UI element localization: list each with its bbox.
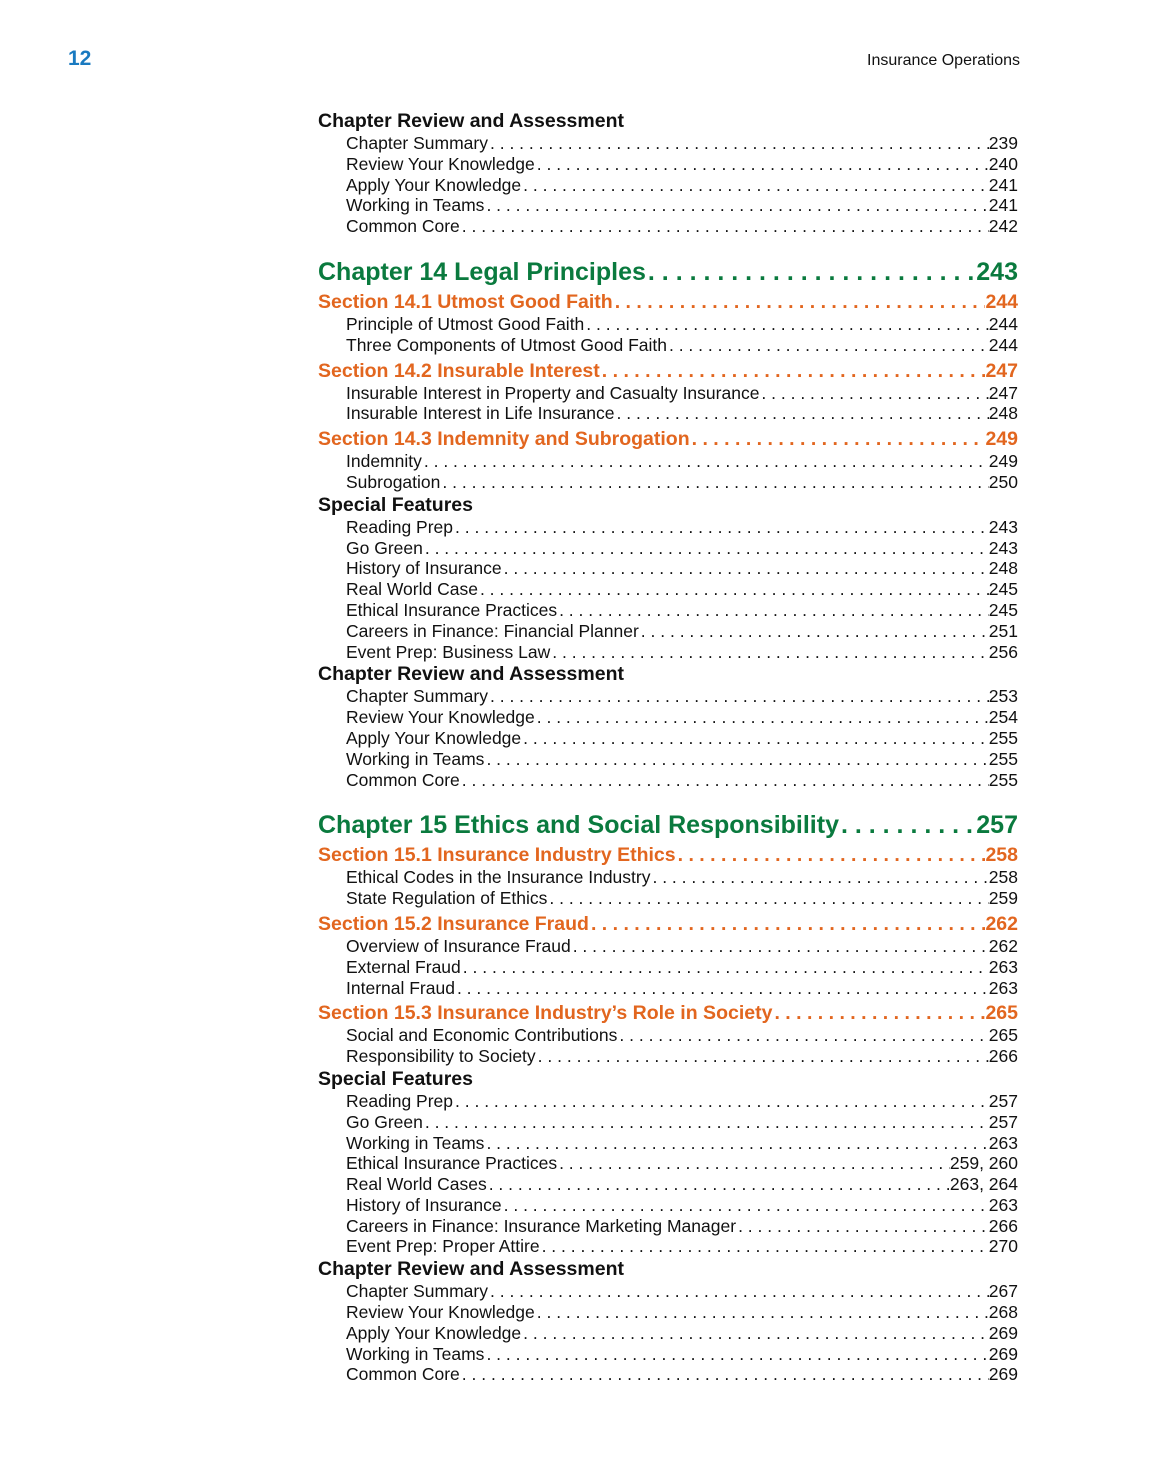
toc-page-number: 243 xyxy=(976,257,1018,286)
toc-entry-label: Indemnity xyxy=(346,451,422,472)
toc-heading-label: Special Features xyxy=(318,493,473,516)
toc-page-number: 244 xyxy=(988,334,1018,355)
dot-leader xyxy=(772,1002,985,1025)
dot-leader xyxy=(667,335,989,356)
toc-entry-label: Apply Your Knowledge xyxy=(346,727,522,748)
dot-leader xyxy=(478,579,989,600)
toc-page-number: 269 xyxy=(988,1364,1018,1385)
toc-section-label: Section 14.1 Utmost Good Faith xyxy=(318,290,613,313)
dot-leader xyxy=(460,770,989,791)
toc-section[interactable] xyxy=(318,428,1018,451)
dot-leader xyxy=(839,810,976,840)
toc-entry-label: Ethical Insurance Practices xyxy=(346,599,558,620)
toc-page-number: 243 xyxy=(988,516,1018,537)
toc-page-number: 262 xyxy=(985,912,1018,935)
toc-entry[interactable] xyxy=(318,195,1018,216)
dot-leader xyxy=(502,558,989,579)
dot-leader xyxy=(487,1174,950,1195)
toc-page-number: 244 xyxy=(985,290,1018,313)
dot-leader xyxy=(521,728,989,749)
dot-leader xyxy=(461,957,989,978)
dot-leader xyxy=(453,517,989,538)
toc-chapter-label: Chapter 15 Ethics and Social Responsibility xyxy=(318,811,839,840)
dot-leader xyxy=(484,1133,988,1154)
toc-entry-label: Ethical Codes in the Insurance Industry xyxy=(346,867,651,888)
toc-section-label: Section 15.3 Insurance Industry’s Role in Society xyxy=(318,1002,773,1025)
toc-entry-label: Internal Fraud xyxy=(346,977,455,998)
toc-page-number: 267 xyxy=(988,1281,1018,1302)
toc-page-number: 263 xyxy=(988,1194,1018,1215)
toc-page-number: 249 xyxy=(988,451,1018,472)
toc-page-number: 265 xyxy=(985,1002,1018,1025)
toc-entry[interactable] xyxy=(318,978,1018,999)
toc-section[interactable] xyxy=(318,291,1018,314)
toc-page-number: 263 xyxy=(988,956,1018,977)
dot-leader xyxy=(547,888,988,909)
toc-entry-label: Careers in Finance: Insurance Marketing Manager xyxy=(346,1215,737,1236)
toc-entry[interactable] xyxy=(318,472,1018,493)
toc-entry[interactable] xyxy=(318,216,1018,237)
toc-section-label: Section 15.2 Insurance Fraud xyxy=(318,912,589,935)
toc-entry[interactable] xyxy=(318,335,1018,356)
toc-page-number: 248 xyxy=(988,558,1018,579)
toc-page-number: 257 xyxy=(976,811,1018,840)
toc-entry-label: History of Insurance xyxy=(346,558,502,579)
toc-page-number: 258 xyxy=(985,844,1018,867)
toc-entry[interactable] xyxy=(318,1091,1018,1112)
toc-entry[interactable] xyxy=(318,1216,1018,1237)
toc-entry[interactable] xyxy=(318,133,1018,154)
toc-heading xyxy=(318,1068,1018,1091)
toc-heading-label: Chapter Review and Assessment xyxy=(318,1258,624,1281)
dot-leader xyxy=(639,621,989,642)
toc-entry[interactable] xyxy=(318,538,1018,559)
toc-entry-label: Review Your Knowledge xyxy=(346,153,535,174)
toc-page-number: 266 xyxy=(988,1046,1018,1067)
dot-leader xyxy=(589,913,986,936)
toc-entry-label: Real World Case xyxy=(346,579,478,600)
toc-entry-label: History of Insurance xyxy=(346,1194,502,1215)
toc-entry-label: Insurable Interest in Property and Casualty Insurance xyxy=(346,382,760,403)
dot-leader xyxy=(676,844,986,867)
dot-leader xyxy=(455,978,989,999)
toc-entry-label: Ethical Insurance Practices xyxy=(346,1153,558,1174)
toc-page-number: 256 xyxy=(988,641,1018,662)
toc-entry-label: Principle of Utmost Good Faith xyxy=(346,313,585,334)
toc-page-number: 269 xyxy=(988,1343,1018,1364)
toc-entry[interactable] xyxy=(318,517,1018,538)
toc-entry-label: Common Core xyxy=(346,769,460,790)
toc-page-number: 268 xyxy=(988,1302,1018,1323)
dot-leader xyxy=(484,749,988,770)
toc-entry[interactable] xyxy=(318,749,1018,770)
toc-entry[interactable] xyxy=(318,1236,1018,1257)
toc-page-number: 247 xyxy=(985,359,1018,382)
toc-page-number: 258 xyxy=(988,867,1018,888)
toc-entry[interactable] xyxy=(318,1153,1018,1174)
toc-section-label: Section 15.1 Insurance Industry Ethics xyxy=(318,844,676,867)
toc-page-number: 239 xyxy=(988,133,1018,153)
toc-section[interactable] xyxy=(318,360,1018,383)
toc-entry-label: Apply Your Knowledge xyxy=(346,1322,522,1343)
dot-leader xyxy=(521,1323,989,1344)
toc-page-number: 242 xyxy=(988,216,1018,237)
toc-entry-label: Working in Teams xyxy=(346,1343,485,1364)
dot-leader xyxy=(550,642,989,663)
toc-entry-label: Chapter Summary xyxy=(346,133,488,153)
toc-entry[interactable] xyxy=(318,314,1018,335)
toc-section[interactable] xyxy=(318,844,1018,867)
toc-entry[interactable] xyxy=(318,1323,1018,1344)
toc-entry-label: Chapter Summary xyxy=(346,1281,488,1302)
toc-section[interactable] xyxy=(318,913,1018,936)
toc-page-number: 262 xyxy=(988,935,1018,956)
toc-page-number: 247 xyxy=(988,382,1018,403)
dot-leader xyxy=(615,403,989,424)
toc-entry[interactable] xyxy=(318,686,1018,707)
toc-entry[interactable] xyxy=(318,403,1018,424)
toc-entry[interactable] xyxy=(318,1133,1018,1154)
dot-leader xyxy=(535,707,989,728)
toc-entry[interactable] xyxy=(318,936,1018,957)
toc-entry-label: Review Your Knowledge xyxy=(346,707,535,728)
toc-entry-label: State Regulation of Ethics xyxy=(346,888,548,909)
toc-entry-label: Reading Prep xyxy=(346,1090,454,1111)
running-head: Insurance Operations xyxy=(867,52,1020,69)
toc-heading-label: Chapter Review and Assessment xyxy=(318,110,624,132)
toc-entry-label: Working in Teams xyxy=(346,1132,485,1153)
toc-page-number: 245 xyxy=(988,579,1018,600)
toc-page-number: 255 xyxy=(988,769,1018,790)
toc-entry[interactable] xyxy=(318,1174,1018,1195)
toc-entry[interactable] xyxy=(318,867,1018,888)
toc-entry-label: Common Core xyxy=(346,216,460,237)
toc-page-number: 249 xyxy=(985,428,1018,451)
toc-entry[interactable] xyxy=(318,579,1018,600)
dot-leader xyxy=(502,1195,989,1216)
toc-entry-label: External Fraud xyxy=(346,956,461,977)
toc-page-number: 257 xyxy=(988,1111,1018,1132)
toc-entry[interactable] xyxy=(318,383,1018,404)
dot-leader xyxy=(521,175,989,196)
dot-leader xyxy=(690,428,986,451)
dot-leader xyxy=(650,867,988,888)
toc-entry[interactable] xyxy=(318,1281,1018,1302)
page-number: 12 xyxy=(68,47,92,70)
toc-entry-label: Social and Economic Contributions xyxy=(346,1025,618,1046)
toc-entry[interactable] xyxy=(318,770,1018,791)
dot-leader xyxy=(460,1364,989,1385)
toc-entry[interactable] xyxy=(318,1364,1018,1385)
toc-chapter-label: Chapter 14 Legal Principles xyxy=(318,257,646,286)
dot-leader xyxy=(440,472,988,493)
toc-page-number: 270 xyxy=(988,1236,1018,1257)
toc-entry[interactable] xyxy=(318,1195,1018,1216)
toc-page-number: 255 xyxy=(988,748,1018,769)
dot-leader xyxy=(617,1025,988,1046)
dot-leader xyxy=(488,686,989,707)
toc-page-number: 250 xyxy=(988,471,1018,492)
toc-entry-label: Review Your Knowledge xyxy=(346,1302,535,1323)
dot-leader xyxy=(571,936,989,957)
toc-entry[interactable] xyxy=(318,1302,1018,1323)
toc-page-number: 254 xyxy=(988,707,1018,728)
dot-leader xyxy=(557,1153,950,1174)
dot-leader xyxy=(540,1236,989,1257)
toc-entry[interactable] xyxy=(318,642,1018,663)
table-of-contents xyxy=(318,110,1018,1385)
toc-page-number: 245 xyxy=(988,599,1018,620)
toc-entry[interactable] xyxy=(318,600,1018,621)
dot-leader xyxy=(488,1281,989,1302)
dot-leader xyxy=(484,195,988,216)
toc-section-label: Section 14.2 Insurable Interest xyxy=(318,359,600,382)
toc-page-number: 265 xyxy=(988,1025,1018,1046)
toc-entry-label: Apply Your Knowledge xyxy=(346,174,522,195)
toc-entry[interactable] xyxy=(318,888,1018,909)
dot-leader xyxy=(453,1091,989,1112)
toc-chapter[interactable] xyxy=(318,810,1018,840)
dot-leader xyxy=(460,216,989,237)
toc-heading-label: Special Features xyxy=(318,1067,473,1090)
toc-entry-label: Event Prep: Proper Attire xyxy=(346,1236,540,1257)
toc-page-number: 248 xyxy=(988,403,1018,424)
toc-entry-label: Real World Cases xyxy=(346,1174,487,1195)
toc-entry[interactable] xyxy=(318,175,1018,196)
toc-page-number: 244 xyxy=(988,313,1018,334)
toc-heading-label: Chapter Review and Assessment xyxy=(318,663,624,686)
dot-leader xyxy=(646,257,976,287)
toc-entry-label: Subrogation xyxy=(346,471,441,492)
dot-leader xyxy=(423,1112,989,1133)
toc-page-number: 263 xyxy=(988,977,1018,998)
toc-page-number: 241 xyxy=(988,174,1018,195)
toc-page-number: 266 xyxy=(988,1215,1018,1236)
toc-entry-label: Three Components of Utmost Good Faith xyxy=(346,334,667,355)
toc-entry[interactable] xyxy=(318,621,1018,642)
toc-entry-label: Reading Prep xyxy=(346,516,454,537)
toc-entry[interactable] xyxy=(318,558,1018,579)
toc-page-number: 263, 264 xyxy=(949,1174,1018,1195)
toc-entry-label: Common Core xyxy=(346,1364,460,1385)
toc-page-number: 257 xyxy=(988,1090,1018,1111)
toc-heading xyxy=(318,110,1018,133)
toc-page-number: 263 xyxy=(988,1132,1018,1153)
toc-page-number: 243 xyxy=(988,537,1018,558)
toc-heading xyxy=(318,663,1018,686)
toc-page-number: 255 xyxy=(988,727,1018,748)
toc-entry[interactable] xyxy=(318,1046,1018,1067)
toc-entry[interactable] xyxy=(318,1025,1018,1046)
toc-entry[interactable] xyxy=(318,707,1018,728)
dot-leader xyxy=(759,383,988,404)
dot-leader xyxy=(736,1216,989,1237)
toc-heading xyxy=(318,1258,1018,1281)
dot-leader xyxy=(613,291,986,314)
dot-leader xyxy=(535,1302,989,1323)
toc-entry[interactable] xyxy=(318,1112,1018,1133)
dot-leader xyxy=(536,1046,989,1067)
toc-page-number: 251 xyxy=(988,620,1018,641)
dot-leader xyxy=(535,154,989,175)
toc-entry-label: Chapter Summary xyxy=(346,686,488,707)
toc-entry-label: Responsibility to Society xyxy=(346,1046,536,1067)
toc-entry-label: Event Prep: Business Law xyxy=(346,641,551,662)
toc-page-number: 259, 260 xyxy=(949,1153,1018,1174)
toc-page-number: 253 xyxy=(988,686,1018,707)
toc-entry[interactable] xyxy=(318,957,1018,978)
toc-page-number: 269 xyxy=(988,1322,1018,1343)
dot-leader xyxy=(423,538,989,559)
toc-entry-label: Go Green xyxy=(346,1111,423,1132)
dot-leader xyxy=(484,1344,988,1365)
toc-page-number: 241 xyxy=(988,195,1018,216)
dot-leader xyxy=(488,133,989,154)
toc-entry-label: Careers in Finance: Financial Planner xyxy=(346,620,639,641)
toc-page-number: 240 xyxy=(988,153,1018,174)
toc-chapter[interactable] xyxy=(318,257,1018,287)
toc-entry[interactable] xyxy=(318,728,1018,749)
dot-leader xyxy=(557,600,989,621)
toc-entry-label: Go Green xyxy=(346,537,423,558)
toc-entry-label: Overview of Insurance Fraud xyxy=(346,935,571,956)
toc-heading xyxy=(318,494,1018,517)
toc-section-label: Section 14.3 Indemnity and Subrogation xyxy=(318,428,690,451)
dot-leader xyxy=(422,451,989,472)
toc-entry-label: Insurable Interest in Life Insurance xyxy=(346,403,615,424)
toc-page-number: 259 xyxy=(988,888,1018,909)
dot-leader xyxy=(600,360,986,383)
toc-entry[interactable] xyxy=(318,451,1018,472)
toc-entry[interactable] xyxy=(318,1344,1018,1365)
toc-section[interactable] xyxy=(318,1002,1018,1025)
toc-entry[interactable] xyxy=(318,154,1018,175)
toc-entry-label: Working in Teams xyxy=(346,748,485,769)
dot-leader xyxy=(584,314,989,335)
toc-entry-label: Working in Teams xyxy=(346,195,485,216)
